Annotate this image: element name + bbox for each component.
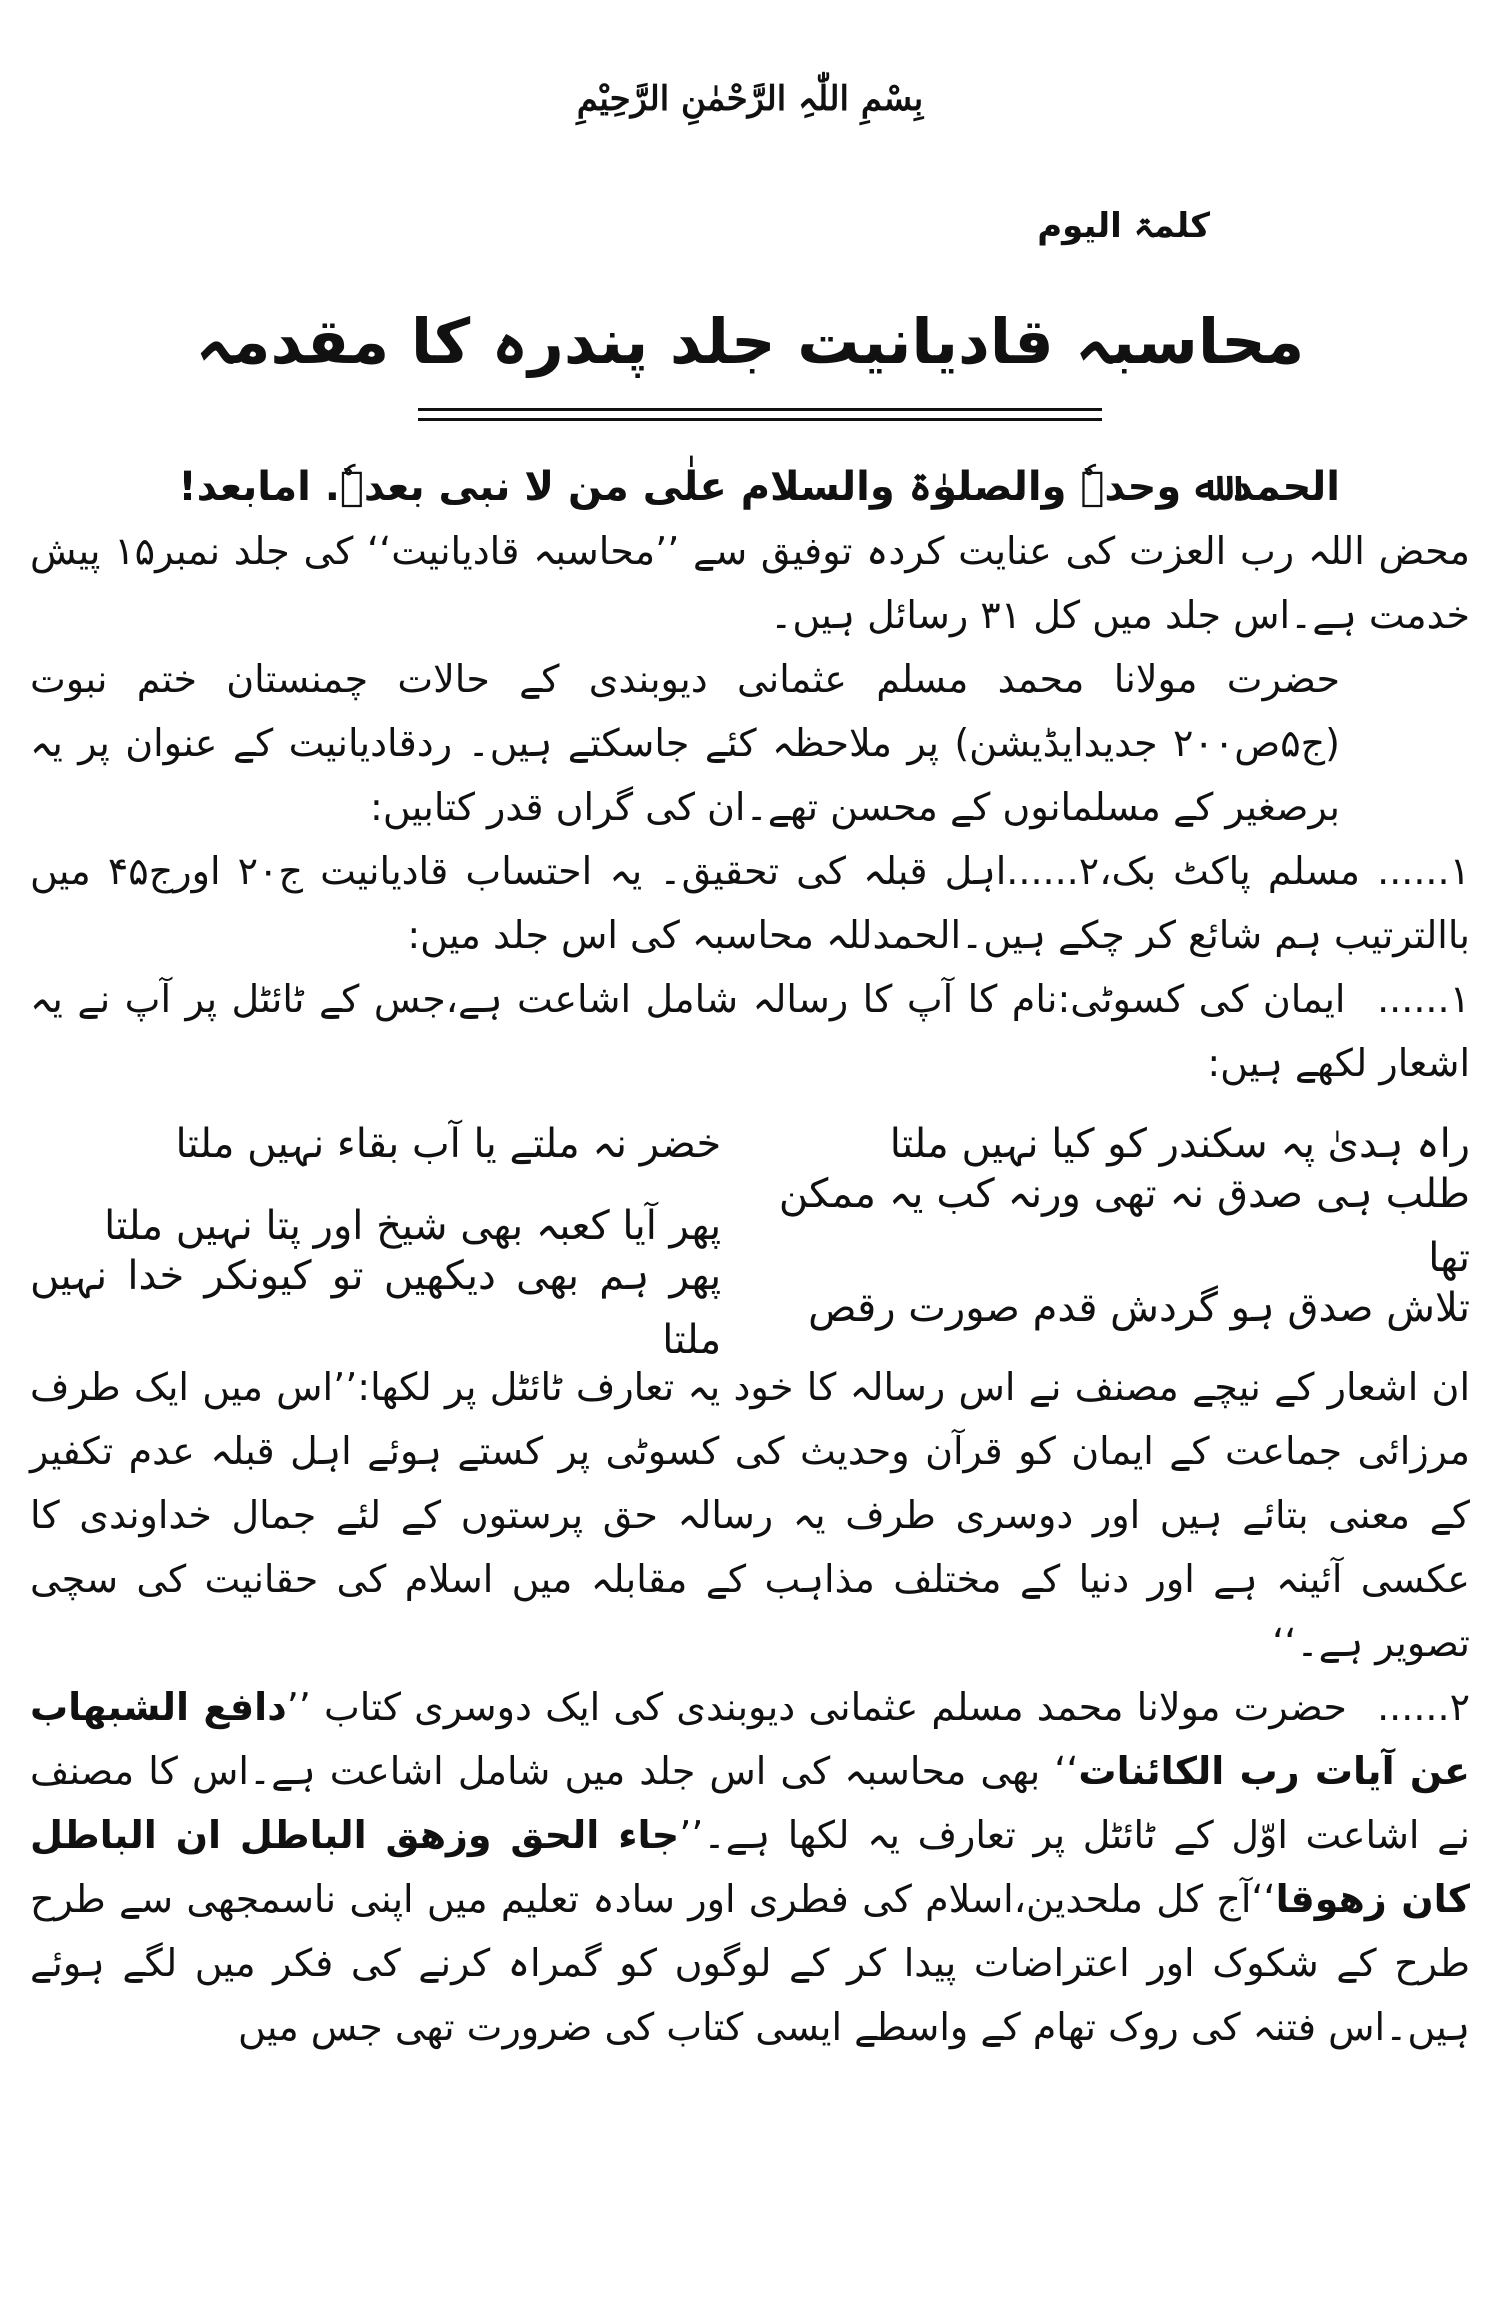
title-underline-bottom xyxy=(418,418,1102,421)
verse-left: پھر آیا کعبہ بھی شیخ اور پتا نہیں ملتا xyxy=(104,1203,722,1249)
item-text-post: ‘‘ بھی محاسبہ کی اس جلد میں شامل اشاعت ہے۔اس کا مصنف نے اشاعت اوّل کے ٹائٹل پر تعارف یہ لکھا ہے۔’’ xyxy=(30,1749,1470,1857)
item-text: ایمان کی کسوٹی:نام کا آپ کا رسالہ شامل اشاعت ہے،جس کے ٹائٹل پر آپ نے یہ اشعار لکھے ہیں: xyxy=(30,977,1470,1085)
title-underline-top xyxy=(418,408,1102,411)
item-number: ۱...... xyxy=(1377,977,1470,1021)
verse-block xyxy=(30,1103,1470,1363)
item-number: ۲...... xyxy=(1377,1685,1470,1729)
section-label: کلمۃ الیوم xyxy=(1037,206,1210,246)
paragraph-title-description: ان اشعار کے نیچے مصنف نے اس رسالہ کا خود یہ تعارف ٹائٹل پر لکھا:’’اس میں ایک طرف مرزائی جماعت کے ایمان کو قرآن وحدیث کی کسوٹی پر کستے ہوئے اہل قبلہ عدم تکفیر کے معنی بتائے ہیں اور دوسری طرف یہ رسالہ حق پرستوں کے لئے جمال خداوندی کا عکسی آئینہ ہے اور دنیا کے مختلف مذاہب کے مقابلہ میں اسلام کی حقانیت کی سچی تصویر ہے۔‘‘ xyxy=(30,1365,1470,1665)
quran-quote: جاء الحق وزهق الباطل ان الباطل کان زهوقا xyxy=(30,1813,1470,1921)
paragraph-author: حضرت مولانا محمد مسلم عثمانی دیوبندی کے حالات چمنستان ختم نبوت (ج۵ص۲۰۰ جدیدایڈیشن) پر ملاحظہ کئے جاسکتے ہیں۔ ردقادیانیت کے عنوان پر یہ برصغیر کے مسلمانوں کے محسن تھے۔ان کی گراں قدر کتابیں: xyxy=(30,657,1340,829)
book-title: دافع الشبهاب عن آیات رب الکائنات xyxy=(30,1685,1470,1793)
paragraph-books: ۱...... مسلم پاکٹ بک،۲......اہل قبلہ کی تحقیق۔ یہ احتساب قادیانیت ج۲۰ اورج۴۵ میں باالترتیب ہم شائع کر چکے ہیں۔الحمدللہ محاسبہ کی اس جلد میں: xyxy=(30,849,1471,957)
verse-left: خضر نہ ملتے یا آب بقاء نہیں ملتا xyxy=(175,1121,722,1167)
item-text-pre: حضرت مولانا محمد مسلم عثمانی دیوبندی کی ایک دوسری کتاب ’’ xyxy=(286,1685,1347,1729)
body-text xyxy=(30,455,1470,2059)
numbered-item-1 xyxy=(30,967,1470,1095)
verse-left: پھر ہم بھی دیکھیں تو کیونکر خدا نہیں ملتا xyxy=(30,1253,722,1363)
verse-right: تلاش صدق ہو گردش قدم صورت رقص xyxy=(808,1285,1470,1331)
bismillah-heading: بِسْمِ اللّٰہِ الرَّحْمٰنِ الرَّحِیْمِ xyxy=(576,79,924,119)
hamd-line: الحمد ﷲ وحدہٗ والصلوٰۃ والسلام علٰی من لا نبی بعدہٗ. امابعد! xyxy=(178,464,1340,510)
verse-right: راہ ہدیٰ پہ سکندر کو کیا نہیں ملتا xyxy=(889,1121,1470,1167)
verse-row xyxy=(30,1253,1470,1363)
page-title: محاسبہ قادیانیت جلد پندرہ کا مقدمہ xyxy=(195,305,1305,378)
paragraph-intro: محض اللہ رب العزت کی عنایت کردہ توفیق سے ’’محاسبہ قادیانیت‘‘ کی جلد نمبر۱۵ پیش خدمت ہے۔اس جلد میں کل ۳۱ رسائل ہیں۔ xyxy=(30,529,1470,637)
verse-right: طلب ہی صدق نہ تھی ورنہ کب یہ ممکن تھا xyxy=(778,1171,1470,1281)
item-text-end: ‘‘آج کل ملحدین،اسلام کی فطری اور سادہ تعلیم میں اپنی ناسمجھی سے طرح طرح کے شکوک اور اعتراضات پیدا کر کے لوگوں کو گمراہ کرنے کی فکر میں لگے ہوئے ہیں۔اس فتنہ کی روک تھام کے واسطے ایسی کتاب کی ضرورت تھی جس میں xyxy=(30,1877,1470,2049)
numbered-item-2 xyxy=(30,1675,1470,2059)
